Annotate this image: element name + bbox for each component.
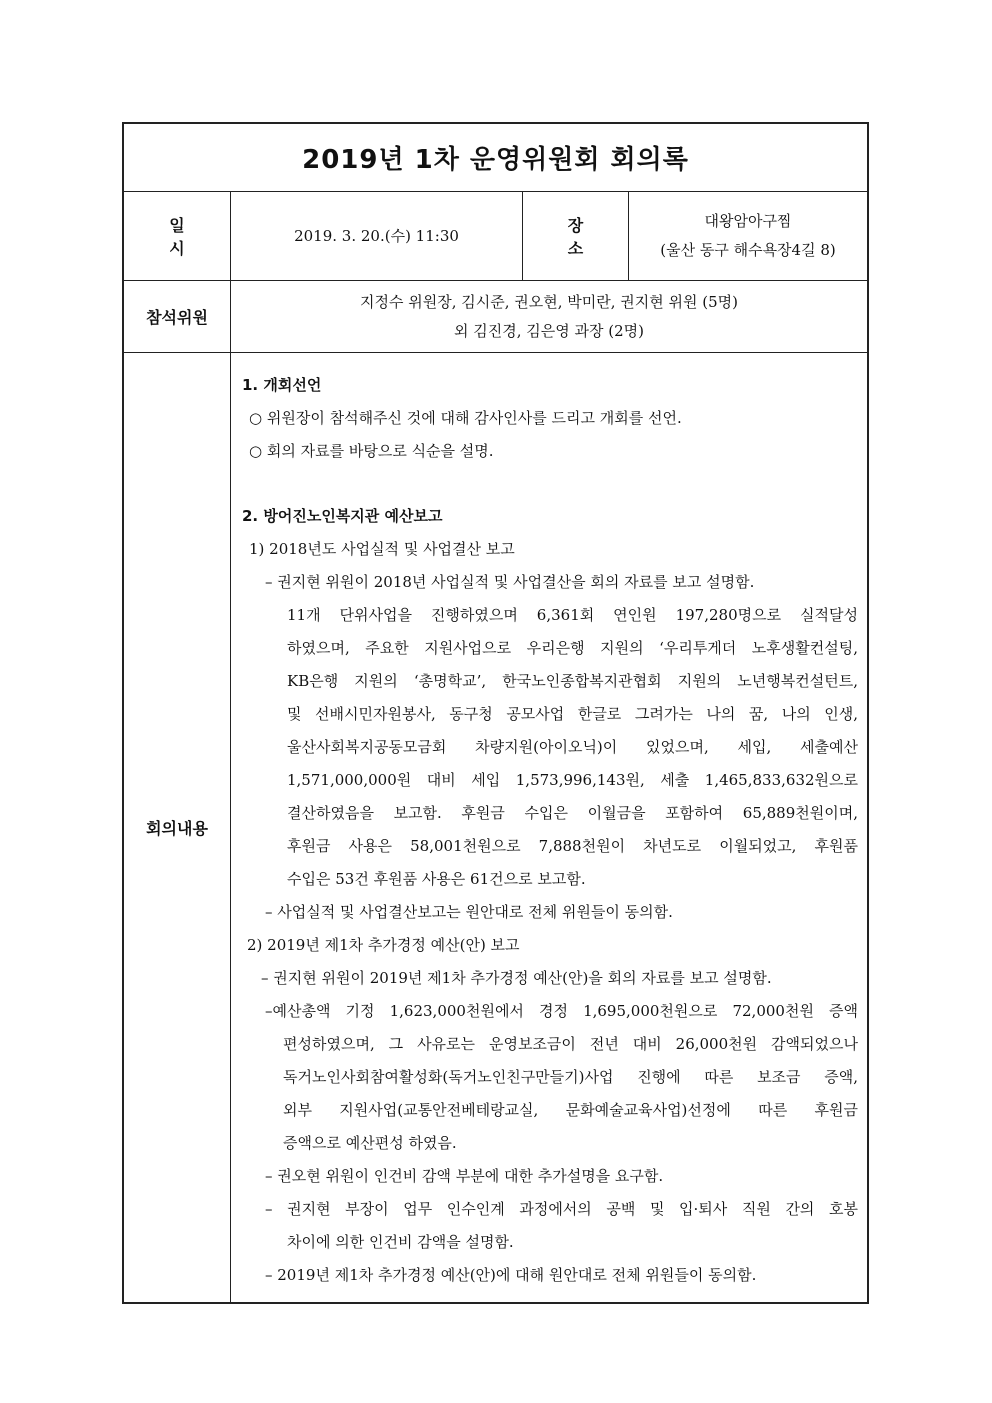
list-item-continuation: 독거노인사회참여활성화(독거노인친구만들기)사업 진행에 따른 보조금 증액, xyxy=(283,1068,858,1086)
minutes-row xyxy=(124,353,867,1302)
list-item: –예산총액 기정 1,623,000천원에서 경정 1,695,000천원으로 72,000천원 증액 xyxy=(265,1002,858,1020)
title-row xyxy=(124,124,867,192)
list-item-continuation: 증액으로 예산편성 하였음. xyxy=(283,1134,457,1152)
attendees-members: 지정수 위원장, 김시준, 권오현, 박미란, 권지현 위원 (5명) xyxy=(360,292,738,311)
list-item-continuation: KB은행 지원의 ‘총명학교’, 한국노인종합복지관협회 지원의 노년행복컨설턴트, xyxy=(287,672,858,690)
attendees-value-cell xyxy=(231,281,867,352)
place-label: 장 소 xyxy=(567,216,610,258)
list-item-continuation: 수입은 53건 후원품 사용은 61건으로 보고함. xyxy=(287,870,586,888)
list-item-continuation: 결산하였음을 보고함. 후원금 수입은 이월금을 포함하여 65,889천원이며, xyxy=(287,804,858,822)
list-item-continuation: 외부 지원사업(교통안전베테랑교실, 문화예술교육사업)선정에 따른 후원금 xyxy=(283,1101,858,1119)
attendees-label-cell xyxy=(124,281,231,352)
document-title: 2019년 1차 운영위원회 회의록 xyxy=(302,145,689,175)
list-item-continuation: 및 선배시민자원봉사, 동구청 공모사업 한글로 그려가는 나의 꿈, 나의 인생, xyxy=(287,705,858,723)
date-label: 일 시 xyxy=(169,216,211,258)
list-item: – 권지현 부장이 업무 인수인계 과정에서의 공백 및 입·퇴사 직원 간의 호봉 xyxy=(265,1200,858,1218)
place-label-cell xyxy=(523,192,629,280)
date-value: 2019. 3. 20.(수) 11:30 xyxy=(294,226,459,245)
list-item-continuation: 후원금 사용은 58,001천원으로 7,888천원이 차년도로 이월되었고, 후원품 xyxy=(287,837,858,855)
list-item: – 권지현 위원이 2019년 제1차 추가경정 예산(안)을 회의 자료를 보고 설명함. xyxy=(261,969,772,987)
section-title: 1. 개회선언 xyxy=(242,376,322,394)
minutes-label-cell xyxy=(124,353,231,1302)
list-item-continuation: 울산사회복지공동모금회 차량지원(아이오닉)이 있었으며, 세입, 세출예산 xyxy=(287,738,858,756)
info-row xyxy=(124,192,867,281)
list-item-continuation: 1,571,000,000원 대비 세입 1,573,996,143원, 세출 1,465,833,632원으로 xyxy=(287,771,858,789)
date-label-cell xyxy=(124,192,231,280)
list-item-continuation: 차이에 의한 인건비 감액을 설명함. xyxy=(287,1233,514,1251)
list-item: ○ 회의 자료를 바탕으로 식순을 설명. xyxy=(249,442,494,460)
date-value-cell xyxy=(231,192,523,280)
list-item: – 2019년 제1차 추가경정 예산(안)에 대해 원안대로 전체 위원들이 동의함. xyxy=(265,1266,757,1284)
list-item: – 권지현 위원이 2018년 사업실적 및 사업결산을 회의 자료를 보고 설명함. xyxy=(265,573,755,591)
place-name: 대왕암아구찜 xyxy=(704,212,792,230)
minutes-table xyxy=(122,122,869,1304)
minutes-label: 회의내용 xyxy=(146,819,208,838)
section-title: 2. 방어진노인복지관 예산보고 xyxy=(242,507,443,525)
minutes-content xyxy=(231,353,867,1302)
subsection-title: 1) 2018년도 사업실적 및 사업결산 보고 xyxy=(249,540,515,558)
list-item-continuation: 편성하였으며, 그 사유로는 운영보조금이 전년 대비 26,000천원 감액되었으나 xyxy=(283,1035,858,1053)
list-item: ○ 위원장이 참석해주신 것에 대해 감사인사를 드리고 개회를 선언. xyxy=(249,409,682,427)
list-item: – 사업실적 및 사업결산보고는 원안대로 전체 위원들이 동의함. xyxy=(265,903,673,921)
subsection-title: 2) 2019년 제1차 추가경정 예산(안) 보고 xyxy=(247,936,520,954)
list-item-continuation: 하였으며, 주요한 지원사업으로 우리은행 지원의 ‘우리투게더 노후생활컨설팅, xyxy=(287,639,858,657)
attendees-label: 참석위원 xyxy=(146,308,208,327)
list-item-continuation: 11개 단위사업을 진행하였으며 6,361회 연인원 197,280명으로 실적달성 xyxy=(287,606,858,624)
place-value-cell xyxy=(629,192,867,280)
attendees-row xyxy=(124,281,867,353)
attendees-staff: 외 김진경, 김은영 과장 (2명) xyxy=(454,321,644,340)
place-address: (울산 동구 해수욕장4길 8) xyxy=(660,241,836,259)
list-item: – 권오현 위원이 인건비 감액 부분에 대한 추가설명을 요구함. xyxy=(265,1167,664,1185)
